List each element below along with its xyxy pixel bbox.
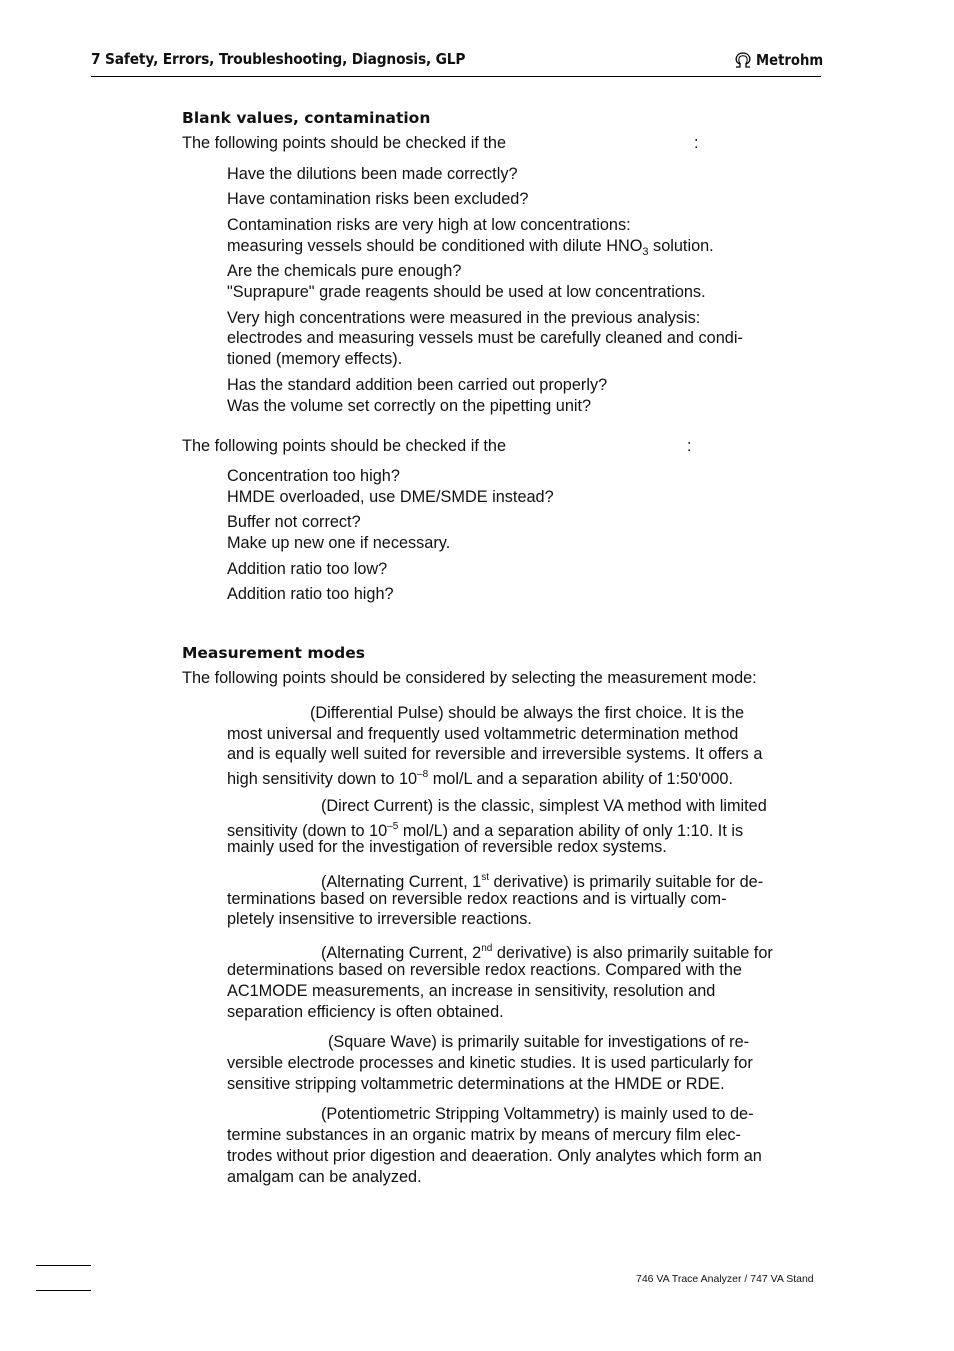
chapter-header-title: 7 Safety, Errors, Troubleshooting, Diagnosis, GLP [91, 50, 466, 68]
mode-ac1-text: derivative) is primarily suitable for de- [488, 873, 764, 891]
mode-ac2-line: AC1MODE measurements, an increase in sensitivity, resolution and [227, 982, 716, 1000]
footer-rule-bottom [36, 1290, 91, 1291]
checklist-item [227, 236, 714, 263]
mode-dp-text: mol/L and a separation ability of 1:50'000. [428, 770, 733, 788]
section-heading-blank-values: Blank values, contamination [182, 109, 431, 127]
mode-dc-line: mainly used for the investigation of reversible redox systems. [227, 838, 667, 856]
checklist-item: Very high concentrations were measured in the previous analysis: [227, 309, 701, 327]
mode-dp-line: most universal and frequently used voltammetric determination method [227, 725, 739, 743]
mode-ac2-line: determinations based on reversible redox reactions. Compared with the [227, 961, 742, 979]
mode-dc-line: (Direct Current) is the classic, simplest VA method with limited [321, 797, 767, 815]
checklist-item: Have contamination risks been excluded? [227, 190, 529, 208]
metrohm-omega-icon [733, 52, 753, 69]
checklist-item: Are the chemicals pure enough? [227, 262, 462, 280]
checklist-item: electrodes and measuring vessels must be carefully cleaned and condi- [227, 329, 743, 347]
checklist-item: Have the dilutions been made correctly? [227, 165, 518, 183]
metrohm-logo-text: Metrohm [756, 51, 824, 69]
mode-dp-text: high sensitivity down to 10 [227, 770, 418, 788]
exponent: –5 [387, 821, 399, 832]
mode-ac1-text: (Alternating Current, 1 [321, 873, 482, 891]
blank-intro-1-colon: : [694, 134, 699, 152]
footer-product-name: 746 VA Trace Analyzer / 747 VA Stand [636, 1273, 814, 1285]
footer-rule-top [36, 1265, 91, 1266]
mode-sqw-line: versible electrode processes and kinetic studies. It is used particularly for [227, 1054, 753, 1072]
hno3-text: measuring vessels should be conditioned with dilute HNO [227, 237, 643, 255]
blank-intro-1: The following points should be checked if the [182, 134, 507, 152]
checklist-item: Contamination risks are very high at low concentrations: [227, 216, 631, 234]
checklist-item: Make up new one if necessary. [227, 534, 451, 552]
mode-ac1-line: pletely insensitive to irreversible reactions. [227, 910, 532, 928]
mode-dp-line [227, 765, 733, 790]
mode-dc-text: sensitivity (down to 10 [227, 822, 388, 840]
mode-dp-line: (Differential Pulse) should be always the first choice. It is the [310, 704, 745, 722]
checklist-item: Buffer not correct? [227, 513, 361, 531]
mode-psa-line: (Potentiometric Stripping Voltammetry) is mainly used to de- [321, 1105, 754, 1123]
section-heading-measurement-modes: Measurement modes [182, 644, 365, 662]
checklist-item: Concentration too high? [227, 467, 400, 485]
metrohm-logo [733, 51, 832, 69]
mode-ac1-line: terminations based on reversible redox reactions and is virtually com- [227, 890, 727, 908]
ordinal-suffix: st [481, 872, 489, 883]
exponent: –8 [417, 769, 429, 780]
modes-intro: The following points should be considered by selecting the measurement mode: [182, 669, 757, 687]
blank-intro-2: The following points should be checked if the [182, 437, 507, 455]
hno3-subscript: 3 [642, 246, 649, 258]
mode-ac2-text: derivative) is also primarily suitable for [492, 944, 773, 962]
mode-dp-line: and is equally well suited for reversible and irreversible systems. It offers a [227, 745, 763, 763]
mode-psa-line: termine substances in an organic matrix by means of mercury film elec- [227, 1126, 741, 1144]
mode-ac2-text: (Alternating Current, 2 [321, 944, 482, 962]
checklist-item: HMDE overloaded, use DME/SMDE instead? [227, 488, 554, 506]
mode-sqw-line: sensitive stripping voltammetric determinations at the HMDE or RDE. [227, 1075, 725, 1093]
mode-sqw-line: (Square Wave) is primarily suitable for investigations of re- [328, 1033, 750, 1051]
header-rule [91, 76, 821, 77]
checklist-item: Has the standard addition been carried out properly? [227, 376, 608, 394]
checklist-item: Addition ratio too low? [227, 560, 388, 578]
checklist-item: Addition ratio too high? [227, 585, 394, 603]
blank-intro-2-colon: : [687, 437, 692, 455]
hno3-suffix: solution. [648, 237, 714, 255]
checklist-item: "Suprapure" grade reagents should be used at low concentrations. [227, 283, 706, 301]
mode-psa-line: trodes without prior digestion and deaeration. Only analytes which form an [227, 1147, 762, 1165]
mode-psa-line: amalgam can be analyzed. [227, 1168, 422, 1186]
checklist-item: tioned (memory effects). [227, 350, 403, 368]
mode-dc-text: mol/L) and a separation ability of only 1:10. It is [398, 822, 744, 840]
ordinal-suffix: nd [481, 943, 493, 954]
checklist-item: Was the volume set correctly on the pipetting unit? [227, 397, 592, 415]
mode-ac2-line: separation efficiency is often obtained. [227, 1003, 504, 1021]
